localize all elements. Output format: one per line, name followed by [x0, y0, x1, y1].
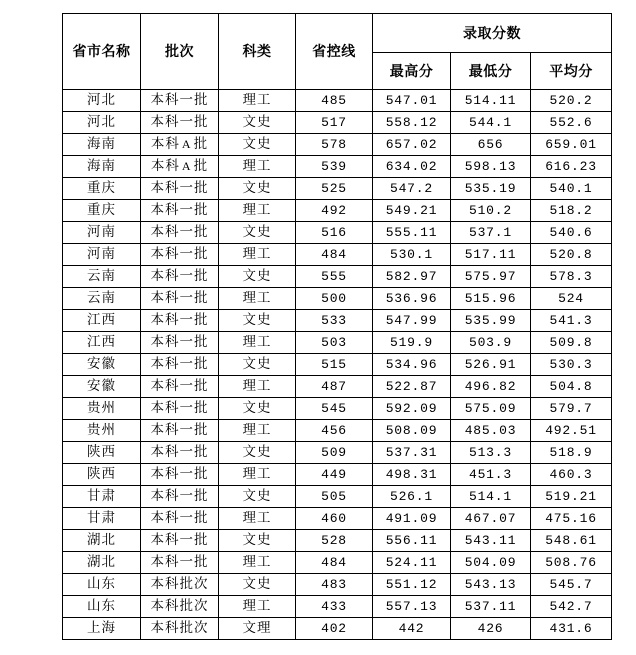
cell-max_score: 534.96: [373, 354, 451, 376]
cell-avg_score: 492.51: [531, 420, 612, 442]
cell-avg_score: 508.76: [531, 552, 612, 574]
cell-avg_score: 540.1: [531, 178, 612, 200]
cell-min_score: 526.91: [451, 354, 531, 376]
cell-min_score: 575.97: [451, 266, 531, 288]
cell-category: 理工: [219, 420, 296, 442]
cell-province: 陕西: [63, 442, 141, 464]
cell-max_score: 634.02: [373, 156, 451, 178]
cell-avg_score: 579.7: [531, 398, 612, 420]
cell-category: 文理: [219, 618, 296, 640]
cell-province: 贵州: [63, 398, 141, 420]
cell-batch: 本科 A 批: [141, 134, 219, 156]
cell-avg_score: 520.8: [531, 244, 612, 266]
cell-max_score: 498.31: [373, 464, 451, 486]
cell-control_line: 433: [296, 596, 373, 618]
cell-category: 文史: [219, 398, 296, 420]
cell-batch: 本科一批: [141, 552, 219, 574]
cell-category: 文史: [219, 222, 296, 244]
table-row: [63, 398, 612, 420]
cell-avg_score: 530.3: [531, 354, 612, 376]
cell-avg_score: 548.61: [531, 530, 612, 552]
cell-control_line: 402: [296, 618, 373, 640]
cell-max_score: 536.96: [373, 288, 451, 310]
table-row: [63, 442, 612, 464]
table-row: [63, 332, 612, 354]
column-group-header-admission-score: 录取分数: [373, 14, 612, 53]
cell-batch: 本科一批: [141, 310, 219, 332]
cell-min_score: 485.03: [451, 420, 531, 442]
cell-category: 理工: [219, 90, 296, 112]
cell-min_score: 535.19: [451, 178, 531, 200]
column-header-min-score: 最低分: [451, 53, 531, 90]
cell-batch: 本科一批: [141, 90, 219, 112]
table-row: [63, 464, 612, 486]
cell-min_score: 496.82: [451, 376, 531, 398]
batch-letter: A: [181, 159, 192, 174]
cell-control_line: 555: [296, 266, 373, 288]
table-row: [63, 112, 612, 134]
table-row: [63, 310, 612, 332]
cell-max_score: 555.11: [373, 222, 451, 244]
cell-province: 云南: [63, 266, 141, 288]
cell-max_score: 530.1: [373, 244, 451, 266]
cell-category: 文史: [219, 112, 296, 134]
cell-avg_score: 519.21: [531, 486, 612, 508]
cell-batch: 本科一批: [141, 200, 219, 222]
score-table-container: [62, 13, 611, 640]
table-row: [63, 420, 612, 442]
table-row: [63, 200, 612, 222]
cell-control_line: 503: [296, 332, 373, 354]
cell-batch: 本科一批: [141, 442, 219, 464]
admission-score-table: [62, 13, 612, 640]
cell-category: 理工: [219, 464, 296, 486]
cell-max_score: 556.11: [373, 530, 451, 552]
cell-batch: 本科一批: [141, 464, 219, 486]
cell-max_score: 557.13: [373, 596, 451, 618]
cell-control_line: 545: [296, 398, 373, 420]
cell-avg_score: 542.7: [531, 596, 612, 618]
cell-batch: 本科一批: [141, 354, 219, 376]
cell-province: 贵州: [63, 420, 141, 442]
cell-control_line: 525: [296, 178, 373, 200]
cell-province: 云南: [63, 288, 141, 310]
table-row: [63, 486, 612, 508]
table-row: [63, 596, 612, 618]
cell-category: 理工: [219, 332, 296, 354]
cell-control_line: 528: [296, 530, 373, 552]
cell-batch: 本科 A 批: [141, 156, 219, 178]
cell-batch: 本科一批: [141, 112, 219, 134]
cell-batch: 本科批次: [141, 618, 219, 640]
column-header-control-line: 省控线: [296, 14, 373, 90]
cell-category: 文史: [219, 310, 296, 332]
cell-avg_score: 518.2: [531, 200, 612, 222]
cell-avg_score: 518.9: [531, 442, 612, 464]
cell-avg_score: 509.8: [531, 332, 612, 354]
cell-control_line: 500: [296, 288, 373, 310]
cell-control_line: 456: [296, 420, 373, 442]
cell-control_line: 505: [296, 486, 373, 508]
cell-max_score: 558.12: [373, 112, 451, 134]
table-row: [63, 376, 612, 398]
cell-min_score: 544.1: [451, 112, 531, 134]
batch-letter: A: [181, 137, 192, 152]
cell-batch: 本科一批: [141, 266, 219, 288]
cell-province: 江西: [63, 310, 141, 332]
cell-batch: 本科批次: [141, 596, 219, 618]
cell-batch: 本科批次: [141, 574, 219, 596]
table-row: [63, 530, 612, 552]
cell-control_line: 516: [296, 222, 373, 244]
cell-batch: 本科一批: [141, 288, 219, 310]
cell-category: 文史: [219, 178, 296, 200]
cell-category: 文史: [219, 486, 296, 508]
cell-control_line: 492: [296, 200, 373, 222]
cell-avg_score: 431.6: [531, 618, 612, 640]
cell-category: 文史: [219, 266, 296, 288]
cell-control_line: 483: [296, 574, 373, 596]
cell-province: 河北: [63, 112, 141, 134]
cell-min_score: 426: [451, 618, 531, 640]
cell-category: 理工: [219, 508, 296, 530]
cell-province: 重庆: [63, 200, 141, 222]
cell-min_score: 543.11: [451, 530, 531, 552]
cell-max_score: 549.21: [373, 200, 451, 222]
cell-province: 上海: [63, 618, 141, 640]
cell-min_score: 513.3: [451, 442, 531, 464]
table-row: [63, 90, 612, 112]
cell-avg_score: 504.8: [531, 376, 612, 398]
cell-province: 山东: [63, 596, 141, 618]
cell-batch: 本科一批: [141, 486, 219, 508]
cell-province: 河南: [63, 222, 141, 244]
cell-control_line: 484: [296, 244, 373, 266]
cell-category: 理工: [219, 244, 296, 266]
cell-min_score: 537.1: [451, 222, 531, 244]
cell-category: 理工: [219, 288, 296, 310]
cell-batch: 本科一批: [141, 420, 219, 442]
cell-max_score: 547.99: [373, 310, 451, 332]
table-header: [63, 14, 612, 90]
cell-control_line: 533: [296, 310, 373, 332]
column-header-avg-score: 平均分: [531, 53, 612, 90]
cell-province: 安徽: [63, 354, 141, 376]
cell-province: 海南: [63, 134, 141, 156]
column-header-batch: 批次: [141, 14, 219, 90]
cell-min_score: 503.9: [451, 332, 531, 354]
cell-avg_score: 616.23: [531, 156, 612, 178]
table-row: [63, 574, 612, 596]
table-body: [63, 90, 612, 640]
cell-avg_score: 541.3: [531, 310, 612, 332]
cell-max_score: 657.02: [373, 134, 451, 156]
cell-category: 理工: [219, 156, 296, 178]
table-row: [63, 178, 612, 200]
table-row: [63, 134, 612, 156]
cell-min_score: 451.3: [451, 464, 531, 486]
cell-min_score: 515.96: [451, 288, 531, 310]
table-row: [63, 288, 612, 310]
table-row: [63, 244, 612, 266]
cell-batch: 本科一批: [141, 332, 219, 354]
cell-avg_score: 552.6: [531, 112, 612, 134]
cell-min_score: 514.1: [451, 486, 531, 508]
cell-batch: 本科一批: [141, 222, 219, 244]
cell-max_score: 491.09: [373, 508, 451, 530]
table-row: [63, 354, 612, 376]
cell-min_score: 517.11: [451, 244, 531, 266]
cell-province: 湖北: [63, 530, 141, 552]
cell-province: 湖北: [63, 552, 141, 574]
cell-control_line: 460: [296, 508, 373, 530]
cell-province: 海南: [63, 156, 141, 178]
cell-max_score: 537.31: [373, 442, 451, 464]
cell-min_score: 514.11: [451, 90, 531, 112]
table-row: [63, 156, 612, 178]
cell-province: 甘肃: [63, 486, 141, 508]
cell-control_line: 509: [296, 442, 373, 464]
cell-min_score: 504.09: [451, 552, 531, 574]
cell-avg_score: 460.3: [531, 464, 612, 486]
cell-max_score: 442: [373, 618, 451, 640]
cell-avg_score: 524: [531, 288, 612, 310]
cell-province: 甘肃: [63, 508, 141, 530]
cell-batch: 本科一批: [141, 530, 219, 552]
cell-min_score: 575.09: [451, 398, 531, 420]
cell-max_score: 582.97: [373, 266, 451, 288]
cell-category: 理工: [219, 200, 296, 222]
cell-control_line: 487: [296, 376, 373, 398]
cell-max_score: 508.09: [373, 420, 451, 442]
cell-avg_score: 578.3: [531, 266, 612, 288]
cell-min_score: 510.2: [451, 200, 531, 222]
cell-batch: 本科一批: [141, 398, 219, 420]
table-row: [63, 222, 612, 244]
column-header-category: 科类: [219, 14, 296, 90]
cell-category: 理工: [219, 596, 296, 618]
cell-control_line: 578: [296, 134, 373, 156]
cell-avg_score: 520.2: [531, 90, 612, 112]
cell-min_score: 598.13: [451, 156, 531, 178]
cell-category: 文史: [219, 530, 296, 552]
cell-min_score: 543.13: [451, 574, 531, 596]
cell-category: 理工: [219, 376, 296, 398]
cell-category: 文史: [219, 134, 296, 156]
cell-control_line: 515: [296, 354, 373, 376]
cell-batch: 本科一批: [141, 376, 219, 398]
cell-province: 江西: [63, 332, 141, 354]
cell-min_score: 467.07: [451, 508, 531, 530]
cell-min_score: 537.11: [451, 596, 531, 618]
cell-avg_score: 475.16: [531, 508, 612, 530]
cell-max_score: 526.1: [373, 486, 451, 508]
cell-max_score: 547.2: [373, 178, 451, 200]
cell-avg_score: 659.01: [531, 134, 612, 156]
cell-max_score: 519.9: [373, 332, 451, 354]
header-row-top: [63, 14, 612, 53]
cell-control_line: 539: [296, 156, 373, 178]
cell-max_score: 547.01: [373, 90, 451, 112]
cell-batch: 本科一批: [141, 178, 219, 200]
cell-min_score: 656: [451, 134, 531, 156]
cell-max_score: 592.09: [373, 398, 451, 420]
cell-province: 河北: [63, 90, 141, 112]
cell-max_score: 551.12: [373, 574, 451, 596]
cell-avg_score: 545.7: [531, 574, 612, 596]
cell-category: 理工: [219, 552, 296, 574]
table-row: [63, 266, 612, 288]
cell-control_line: 517: [296, 112, 373, 134]
cell-province: 重庆: [63, 178, 141, 200]
cell-category: 文史: [219, 574, 296, 596]
cell-control_line: 449: [296, 464, 373, 486]
cell-max_score: 524.11: [373, 552, 451, 574]
cell-province: 陕西: [63, 464, 141, 486]
cell-control_line: 485: [296, 90, 373, 112]
cell-province: 山东: [63, 574, 141, 596]
cell-batch: 本科一批: [141, 244, 219, 266]
cell-category: 文史: [219, 442, 296, 464]
cell-batch: 本科一批: [141, 508, 219, 530]
cell-avg_score: 540.6: [531, 222, 612, 244]
cell-min_score: 535.99: [451, 310, 531, 332]
cell-province: 安徽: [63, 376, 141, 398]
column-header-max-score: 最高分: [373, 53, 451, 90]
cell-category: 文史: [219, 354, 296, 376]
table-row: [63, 508, 612, 530]
table-row: [63, 552, 612, 574]
cell-control_line: 484: [296, 552, 373, 574]
table-row: [63, 618, 612, 640]
cell-max_score: 522.87: [373, 376, 451, 398]
column-header-province: 省市名称: [63, 14, 141, 90]
cell-province: 河南: [63, 244, 141, 266]
